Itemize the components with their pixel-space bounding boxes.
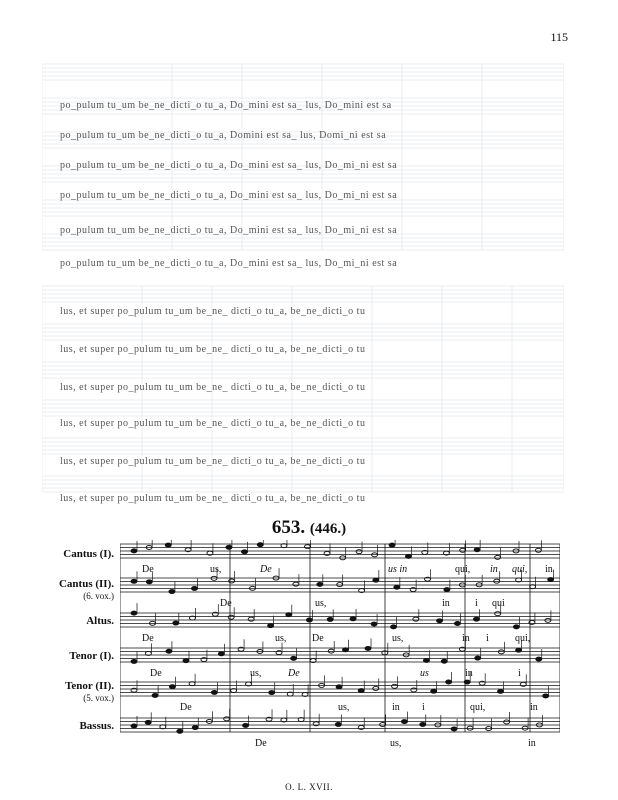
note-head (373, 686, 379, 690)
note-head (392, 684, 398, 688)
note-head (473, 617, 479, 621)
note-head (241, 550, 247, 554)
note-head (211, 690, 217, 694)
note-head (152, 693, 158, 697)
note-head (536, 657, 542, 661)
note-head (475, 656, 481, 660)
piece-number: 653. (271, 517, 306, 538)
note-head (337, 583, 343, 587)
faded-lyric-1-6: po_pulum tu_um be_ne_dicti_o tu_a, Do_mini est sa_ lus, Do_mi_ni est sa (60, 258, 398, 269)
note-head (441, 659, 447, 663)
syllable: us, (390, 738, 402, 749)
syllable: in (528, 738, 536, 749)
note-head (306, 618, 312, 622)
note-head (165, 543, 171, 547)
syllable: De (150, 668, 162, 679)
footer-label: O. L. XVII. (285, 782, 333, 792)
syllable: in (545, 564, 553, 575)
voice-label-tenor-1 (40, 650, 114, 662)
note-head (257, 543, 263, 547)
syllable: De (288, 668, 300, 679)
syllable: us, (250, 668, 262, 679)
syllable: qui, (515, 633, 531, 644)
note-head (451, 727, 457, 731)
note-head (444, 588, 450, 592)
note-head (131, 579, 137, 583)
syllable: in (530, 702, 538, 713)
note-head (169, 590, 175, 594)
note-head (192, 586, 198, 590)
note-head (268, 624, 274, 628)
note-head (131, 724, 137, 728)
piece-heading (0, 517, 618, 539)
syllable: De (260, 564, 272, 575)
lyrics-cantus-2 (120, 598, 560, 610)
note-head (371, 622, 377, 626)
note-head (401, 720, 407, 724)
syllable: qui, (470, 702, 486, 713)
syllable: i (475, 598, 478, 609)
note-head (286, 613, 292, 617)
note-head (243, 723, 249, 727)
note-head (336, 685, 342, 689)
syllable: qui (492, 598, 505, 609)
note-head (291, 656, 297, 660)
lyrics-bassus (120, 738, 560, 750)
voice-name: Tenor (I). (69, 650, 114, 662)
note-head (454, 622, 460, 626)
note-head (548, 578, 554, 582)
note-head (498, 689, 504, 693)
note-head (218, 652, 224, 656)
faded-lyric-2-5: lus, et super po_pulum tu_um be_ne_ dicti_o tu_a, be_ne_dicti_o tu (60, 456, 366, 467)
syllable: in (442, 598, 450, 609)
voice-sub: (5. vox.) (83, 693, 114, 703)
note-head (513, 625, 519, 629)
syllable: De (220, 598, 232, 609)
note-head (166, 649, 172, 653)
voice-name: Bassus. (79, 720, 114, 732)
note-head (269, 691, 275, 695)
note-head (146, 580, 152, 584)
faded-lyric-1-1: po_pulum tu_um be_ne_dicti_o tu_a, Do_mini est sa_ lus, Do_mini est sa (60, 100, 392, 111)
note-head (437, 619, 443, 623)
note-head (131, 611, 137, 615)
syllable: De (142, 564, 154, 575)
voice-label-cantus-1 (40, 548, 114, 560)
syllable: us (420, 668, 429, 679)
syllable: us in (388, 564, 408, 575)
syllable: us, (338, 702, 350, 713)
lyrics-altus (120, 633, 560, 645)
page-number: 115 (550, 30, 568, 44)
faded-lyric-1-3: po_pulum tu_um be_ne_dicti_o tu_a, Do_mini est sa_ lus, Do_mi_ni est sa (60, 160, 398, 171)
note-head (431, 689, 437, 693)
syllable: De (312, 633, 324, 644)
syllable: De (142, 633, 154, 644)
syllable: in (462, 633, 470, 644)
syllable: us, (392, 633, 404, 644)
note-head (192, 726, 198, 730)
note-head (335, 722, 341, 726)
voice-sub: (6. vox.) (83, 591, 114, 601)
note-head (183, 659, 189, 663)
note-head (226, 545, 232, 549)
faded-lyric-1-5: po_pulum tu_um be_ne_dicti_o tu_a, Do_mini est sa_ lus, Do_mi_ni est sa (60, 225, 398, 236)
voice-name: Cantus (II). (58, 578, 114, 590)
score-system (40, 540, 570, 760)
note-head (350, 617, 356, 621)
note-head (394, 585, 400, 589)
faded-lyric-2-4: lus, et super po_pulum tu_um be_ne_ dicti_o tu_a, be_ne_dicti_o tu (60, 418, 366, 429)
voice-label-altus (40, 615, 114, 627)
note-head (495, 612, 501, 616)
syllable: in (392, 702, 400, 713)
syllable: i (486, 633, 489, 644)
note-head (293, 582, 299, 586)
voice-label-tenor-2 (40, 680, 114, 704)
syllable: De (255, 738, 267, 749)
note-head (464, 680, 470, 684)
faded-lyric-1-2: po_pulum tu_um be_ne_dicti_o tu_a, Domini est sa_ lus, Domi_ni est sa (60, 130, 387, 141)
lyrics-tenor-2 (120, 702, 560, 714)
note-head (131, 659, 137, 663)
note-head (474, 548, 480, 552)
faded-lyric-2-1: lus, et super po_pulum tu_um be_ne_ dicti_o tu_a, be_ne_dicti_o tu (60, 306, 366, 317)
voice-name: Cantus (I). (63, 548, 114, 560)
note-head (343, 648, 349, 652)
note-head (365, 646, 371, 650)
faded-lyric-2-2: lus, et super po_pulum tu_um be_ne_ dicti_o tu_a, be_ne_dicti_o tu (60, 344, 366, 355)
note-head (391, 625, 397, 629)
lyrics-cantus-1 (120, 564, 560, 576)
note-head (411, 688, 417, 692)
note-head (543, 694, 549, 698)
note-head (495, 555, 501, 559)
syllable: us, (315, 598, 327, 609)
note-head (317, 582, 323, 586)
note-head (446, 680, 452, 684)
lyrics-tenor-1 (120, 668, 560, 680)
note-head (405, 554, 411, 558)
faded-lyric-2-6: lus, et super po_pulum tu_um be_ne_ dicti_o tu_a, be_ne_dicti_o tu (60, 493, 366, 504)
note-head (229, 579, 235, 583)
piece-alt-number: (446.) (309, 521, 347, 537)
syllable: us, (275, 633, 287, 644)
syllable: De (180, 702, 192, 713)
syllable: in (490, 564, 498, 575)
faded-lyric-2-3: lus, et super po_pulum tu_um be_ne_ dicti_o tu_a, be_ne_dicti_o tu (60, 382, 366, 393)
voice-label-cantus-2 (40, 578, 114, 602)
note-head (358, 689, 364, 693)
note-head (373, 578, 379, 582)
note-head (413, 617, 419, 621)
syllable: qui, (512, 564, 528, 575)
note-head (224, 717, 230, 721)
note-head (535, 548, 541, 552)
note-head (145, 720, 151, 724)
note-head (423, 658, 429, 662)
voice-label-bassus (40, 720, 114, 732)
note-head (420, 722, 426, 726)
note-head (131, 549, 137, 553)
voice-name: Tenor (II). (65, 680, 114, 692)
note-head (516, 648, 522, 652)
syllable: in (465, 668, 473, 679)
note-head (356, 550, 362, 554)
syllable: i (422, 702, 425, 713)
note-head (173, 621, 179, 625)
note-head (177, 729, 183, 733)
note-head (169, 685, 175, 689)
note-head (327, 617, 333, 621)
voice-name: Altus. (86, 615, 114, 627)
syllable: i (518, 668, 521, 679)
note-head (248, 617, 254, 621)
note-head (504, 720, 510, 724)
note-head (228, 615, 234, 619)
note-head (389, 543, 395, 547)
faded-lyric-1-4: po_pulum tu_um be_ne_dicti_o tu_a, Do_mini est sa_ lus, Do_mi_ni est sa (60, 190, 398, 201)
syllable: us, (210, 564, 222, 575)
syllable: qui, (455, 564, 471, 575)
